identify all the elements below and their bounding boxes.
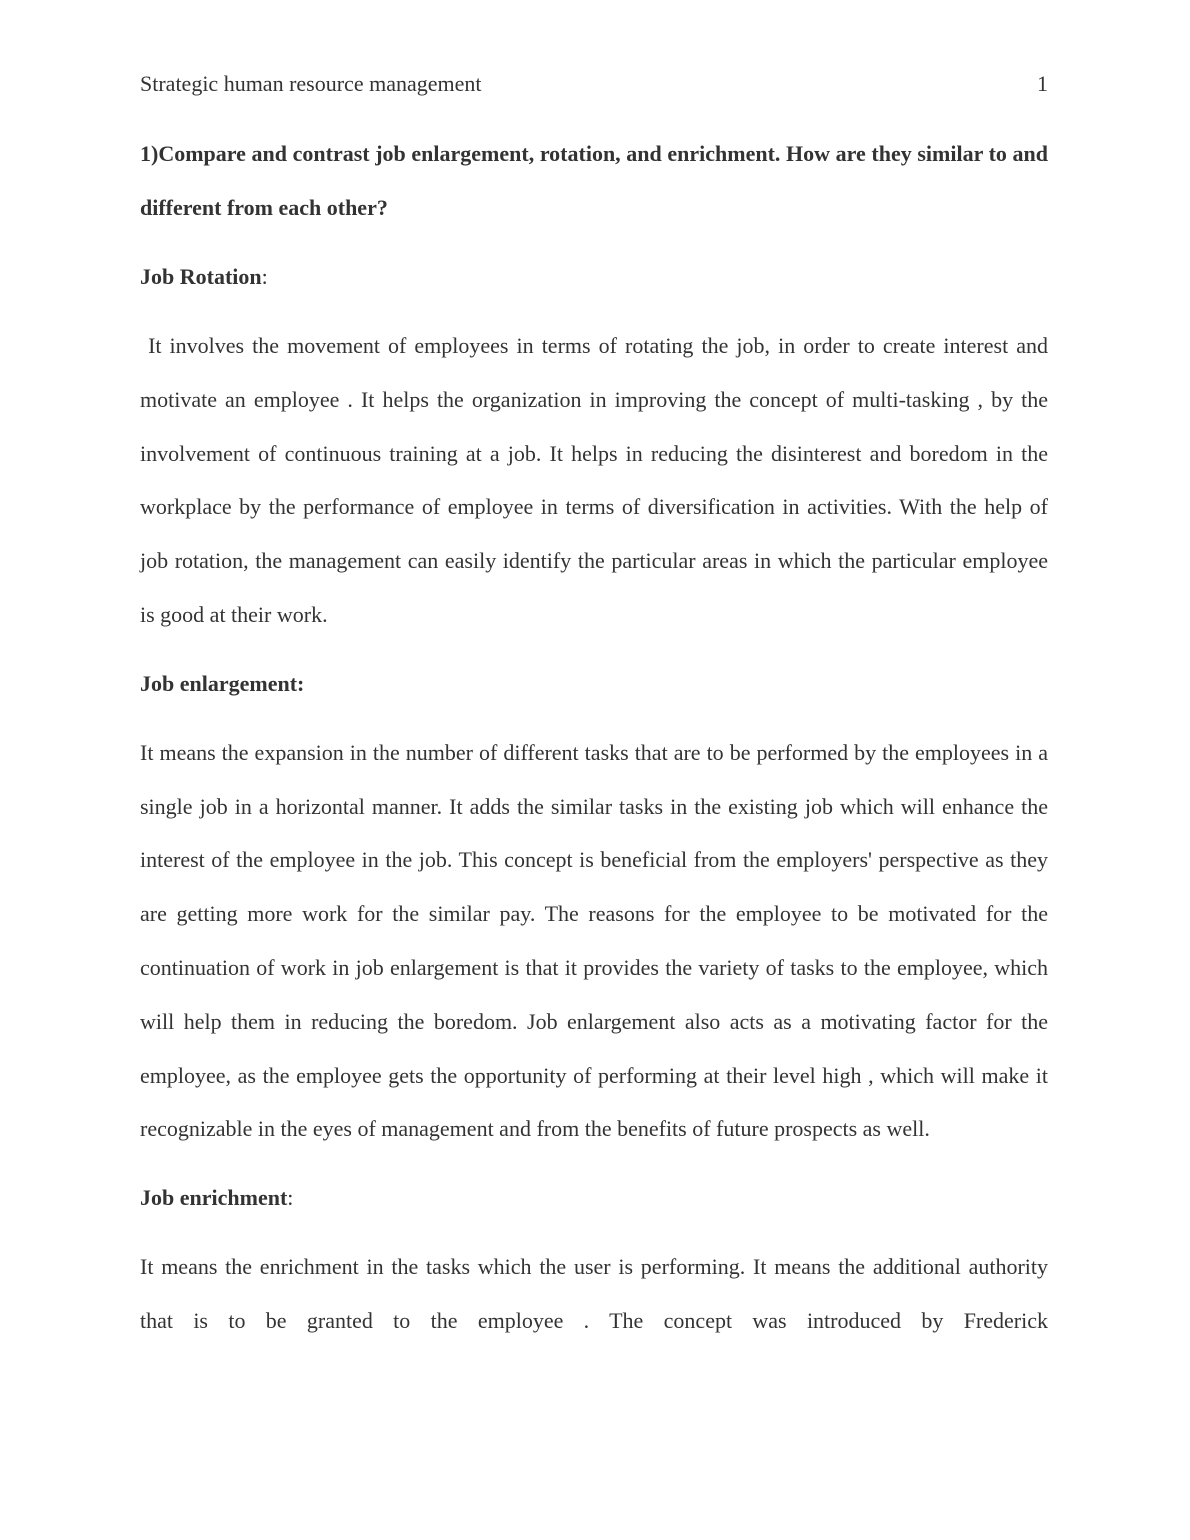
question-heading: 1)Compare and contrast job enlargement, rotation, and enrichment. How are they similar to and different from each other?	[140, 141, 1048, 220]
section-heading-colon: :	[261, 264, 268, 289]
paragraph-job-enlargement: It means the expansion in the number of different tasks that are to be performed by the employees in a single job in a horizontal manner. It adds the similar tasks in the existing job which will enhance the interest of the employee in the job. This concept is beneficial from the employers' perspective as they are getting more work for the similar pay. The reasons for the employee to be motivated for the continuation of work in job enlargement is that it provides the variety of tasks to the employee, which will help them in reducing the boredom. Job enlargement also acts as a motivating factor for the employee, as the employee gets the opportunity of performing at their level high , which will make it recognizable in the eyes of management and from the benefits of future prospects as well.	[140, 739, 1048, 1142]
paragraph-job-enrichment: It means the enrichment in the tasks which the user is performing. It means the additional authority that is to be granted to the employee . The concept was introduced by Frederick	[140, 1254, 1048, 1333]
paragraph-job-rotation: It involves the movement of employees in terms of rotating the job, in order to create interest and motivate an employee . It helps the organization in improving the concept of multi-tasking , by the involvement of continuous training at a job. It helps in reducing the disinterest and boredom in the workplace by the performance of employee in terms of diversification in activities. With the help of job rotation, the management can easily identify the particular areas in which the particular employee is good at their work.	[140, 333, 1054, 627]
section-heading-job-rotation	[140, 250, 1048, 304]
document-body	[140, 127, 1054, 1348]
section-heading-job-enrichment	[140, 1171, 1048, 1225]
section-heading-job-enlargement	[140, 657, 1048, 711]
section-heading-label: Job enlargement:	[140, 670, 305, 696]
section-heading-label: Job Rotation	[140, 264, 262, 289]
page-number: 1	[1037, 71, 1048, 96]
running-header	[140, 70, 1048, 98]
header-title: Strategic human resource management	[140, 71, 482, 96]
section-heading-colon: :	[287, 1185, 294, 1211]
section-heading-label: Job enrichment	[140, 1185, 288, 1211]
